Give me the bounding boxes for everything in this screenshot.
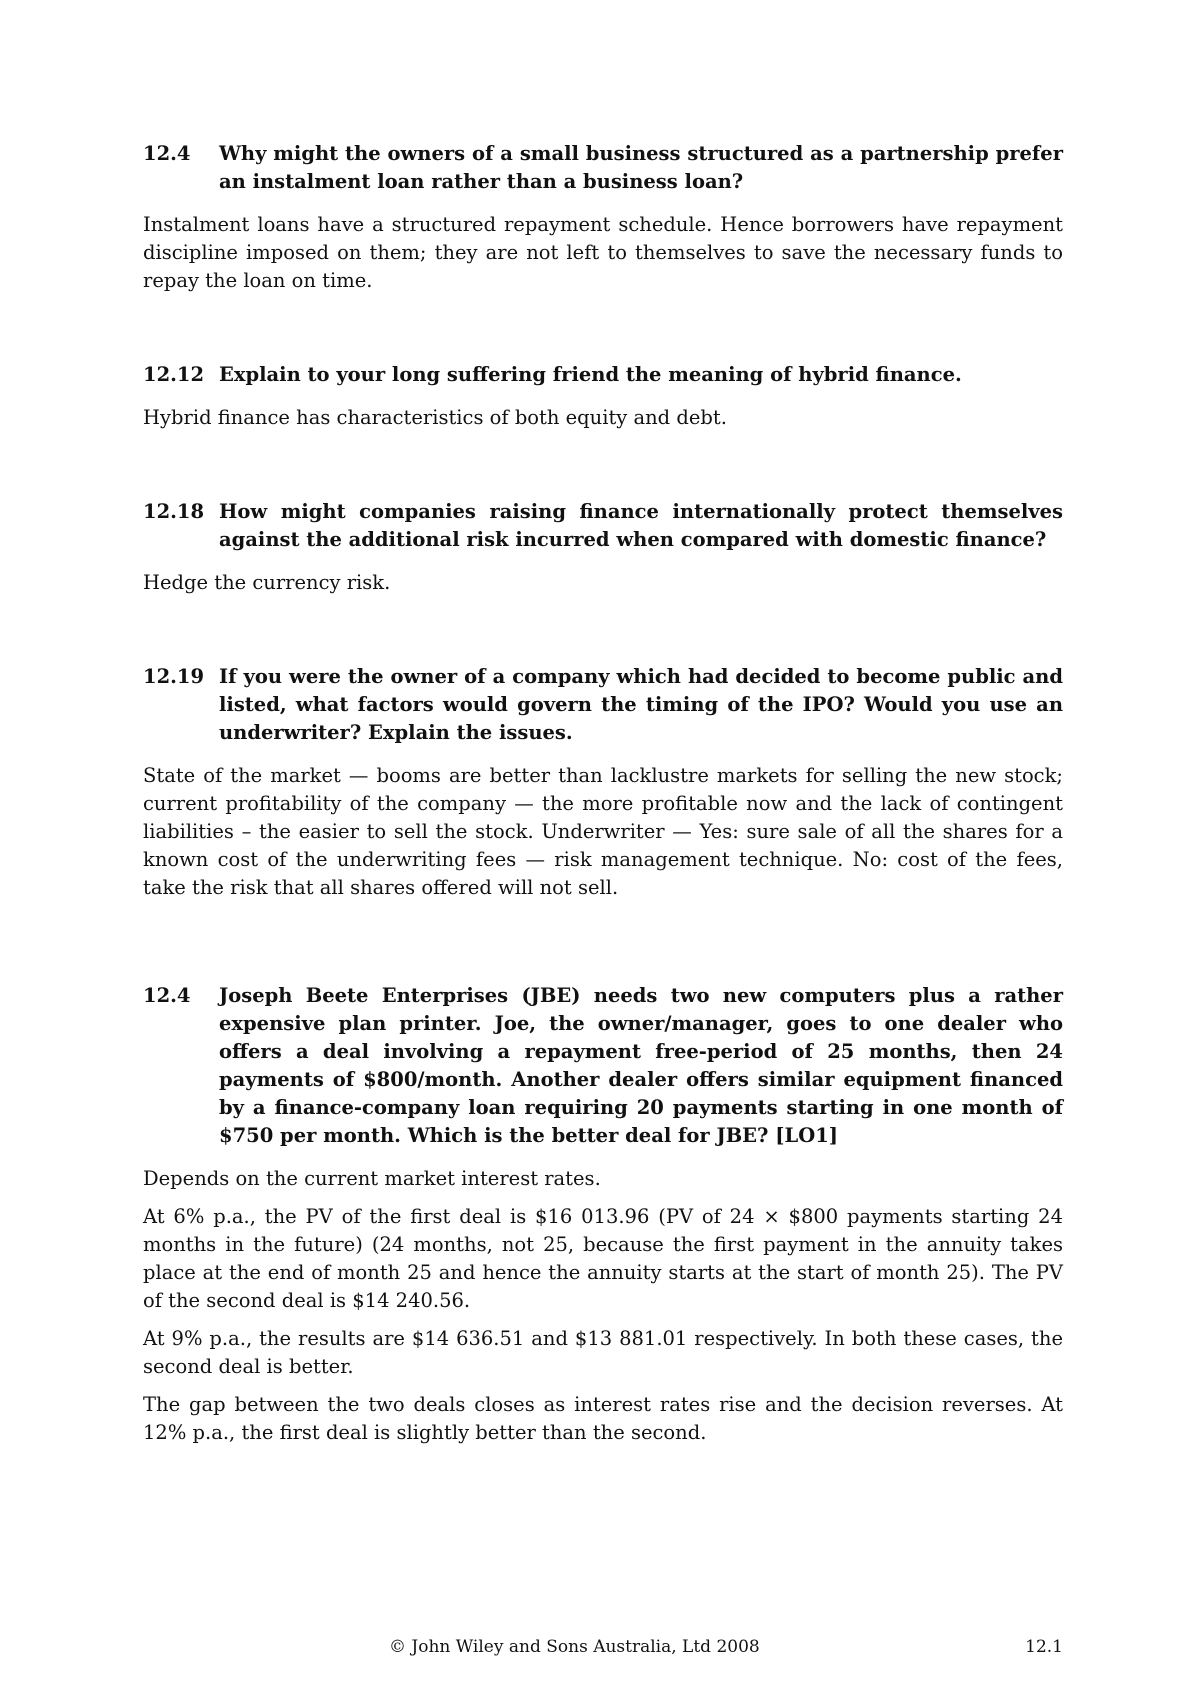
copyright-notice: © John Wiley and Sons Australia, Ltd 2008 — [389, 1637, 760, 1657]
question-block-12-4-jbe — [143, 982, 1063, 1447]
spacer — [143, 912, 1063, 982]
answer-paragraph: Hybrid finance has characteristics of both equity and debt. — [143, 406, 727, 429]
question-block-12-4 — [143, 140, 1063, 295]
document-body — [143, 140, 1063, 1457]
question-heading — [143, 140, 1063, 196]
answer-paragraph: Depends on the current market interest rates. — [143, 1167, 601, 1190]
answer-paragraph: The gap between the two deals closes as interest rates rise and the decision reverses. At 12% p.a., the first deal is slightly better than the second. — [143, 1393, 1063, 1444]
question-block-12-18 — [143, 498, 1063, 597]
spacer — [143, 607, 1063, 663]
question-text: If you were the owner of a company which had decided to become public and listed, what factors would govern the timing of the IPO? Would you use an underwriter? Explain the issues. — [219, 665, 1063, 744]
question-number: 12.12 — [143, 363, 205, 386]
page-number: 12.1 — [1025, 1637, 1063, 1657]
spacer — [143, 442, 1063, 498]
spacer — [143, 305, 1063, 361]
question-heading — [143, 361, 1063, 389]
question-heading — [143, 982, 1063, 1150]
answer-paragraph: At 9% p.a., the results are $14 636.51 and $13 881.01 respectively. In both these cases, the second deal is better. — [143, 1327, 1063, 1378]
answer-paragraph: Instalment loans have a structured repayment schedule. Hence borrowers have repayment discipline imposed on them; they are not left to themselves to save the necessary funds to repay the loan on time. — [143, 213, 1063, 292]
question-text: Why might the owners of a small business structured as a partnership prefer an instalment loan rather than a business loan? — [219, 142, 1063, 193]
question-number: 12.19 — [143, 665, 205, 688]
question-block-12-12 — [143, 361, 1063, 432]
answer-paragraph: Hedge the currency risk. — [143, 571, 391, 594]
question-number: 12.18 — [143, 500, 205, 523]
question-text: Joseph Beete Enterprises (JBE) needs two new computers plus a rather expensive plan printer. Joe, the owner/manager, goes to one dealer who offers a deal involving a repayment free-period of 25 months, then 24 payments of $800/month. Another dealer offers similar equipment financed by a finance-company loan requiring 20 payments starting in one month of $750 per month. Which is the better deal for JBE? [LO1] — [219, 984, 1063, 1147]
answer-paragraph: At 6% p.a., the PV of the first deal is $16 013.96 (PV of 24 × $800 payments starting 24 months in the future) (24 months, not 25, because the first payment in the annuity takes place at the end of month 25 and hence the annuity starts at the start of month 25). The PV of the second deal is $14 240.56. — [143, 1205, 1063, 1312]
answer-paragraph: State of the market — booms are better than lacklustre markets for selling the new stock; current profitability of the company — the more profitable now and the lack of contingent liabilities – the easier to sell the stock. Underwriter — Yes: sure sale of all the shares for a known cost of the underwriting fees — risk management technique. No: cost of the fees, take the risk that all shares offered will not sell. — [143, 764, 1063, 899]
question-block-12-19 — [143, 663, 1063, 902]
question-text: How might companies raising finance internationally protect themselves against the additional risk incurred when compared with domestic finance? — [219, 500, 1063, 551]
question-number: 12.4 — [143, 984, 191, 1007]
question-number: 12.4 — [143, 142, 191, 165]
question-heading — [143, 663, 1063, 747]
question-text: Explain to your long suffering friend the meaning of hybrid finance. — [219, 363, 962, 386]
question-heading — [143, 498, 1063, 554]
